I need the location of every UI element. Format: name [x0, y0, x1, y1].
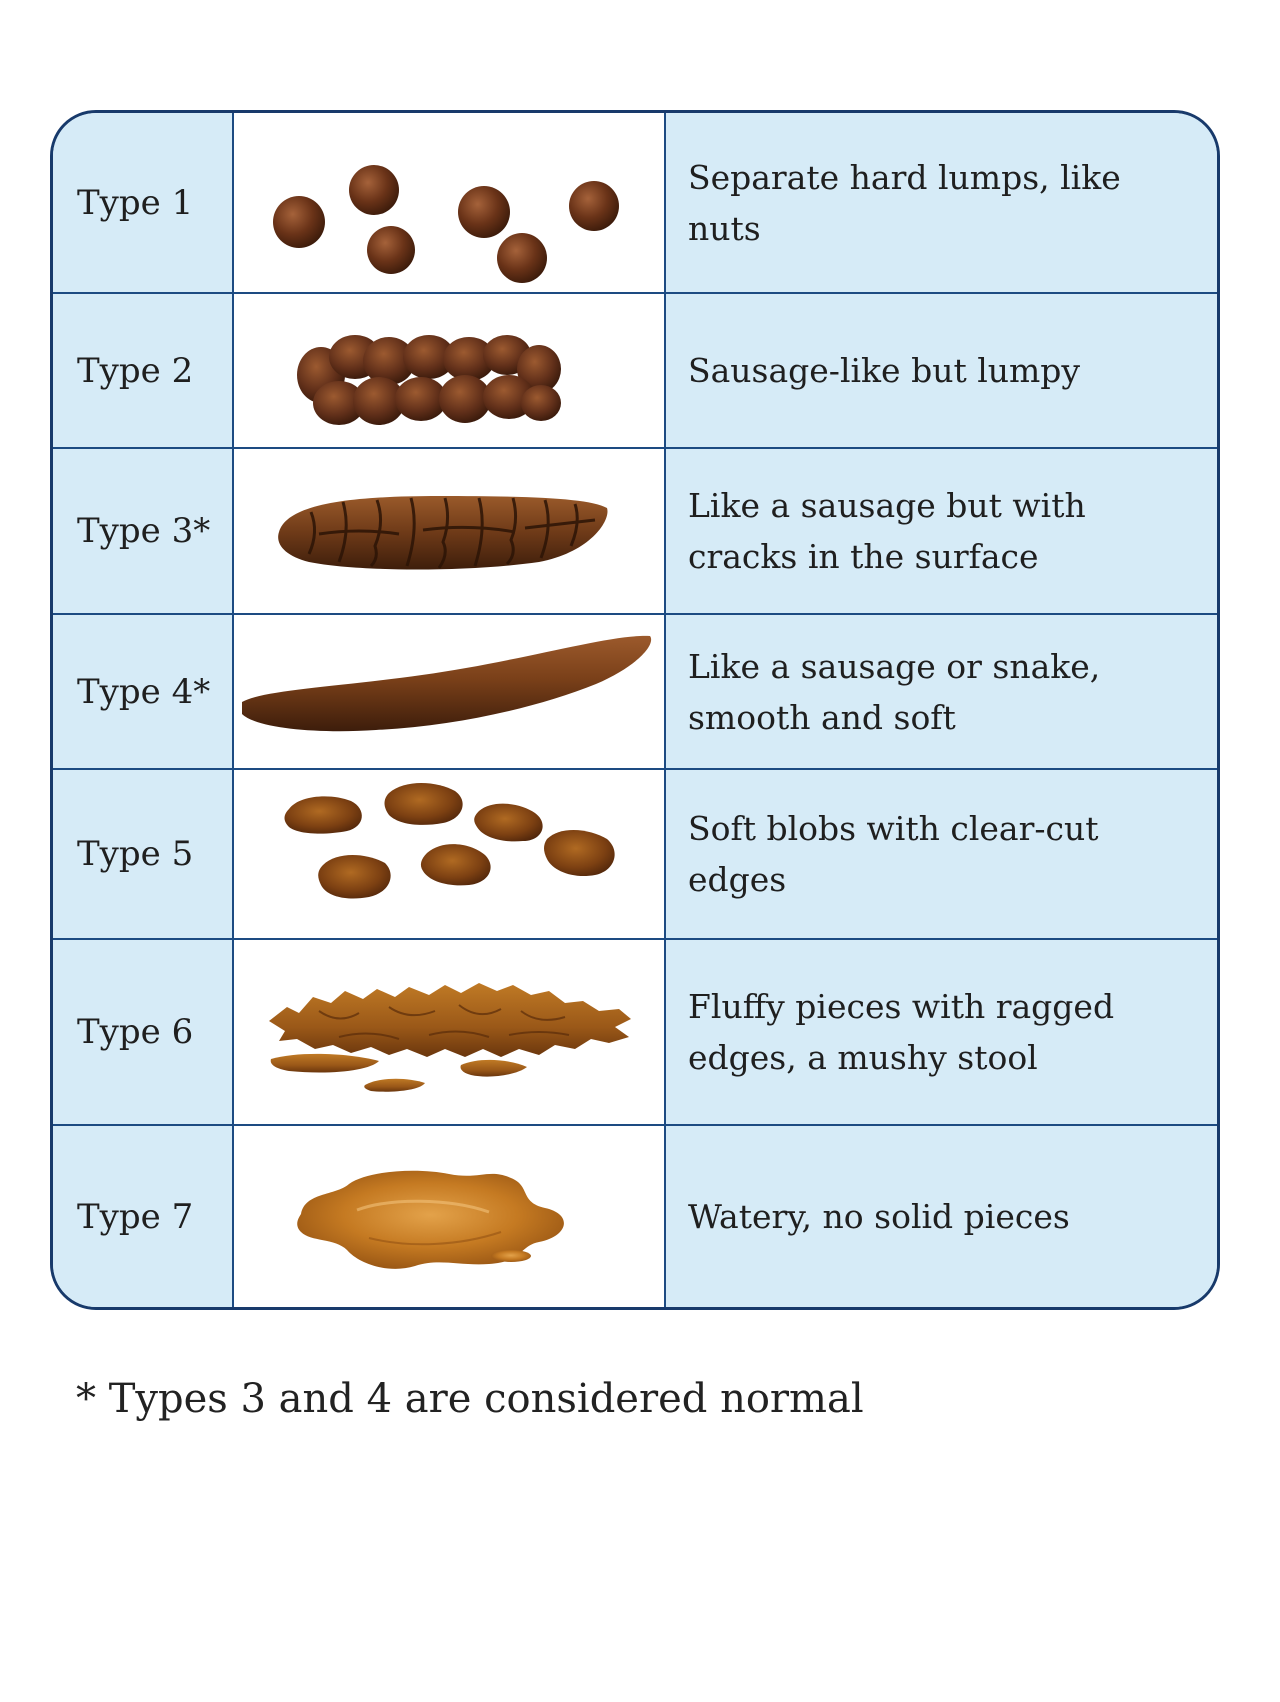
fluffy-pieces-icon	[233, 939, 665, 1125]
table-row	[53, 113, 1217, 293]
type-label: Type 5	[53, 769, 233, 939]
table-row	[53, 293, 1217, 448]
smooth-sausage-icon	[233, 614, 665, 769]
table-row	[53, 1125, 1217, 1307]
footnote: * Types 3 and 4 are considered normal	[76, 1376, 864, 1422]
type-label: Type 4*	[53, 614, 233, 769]
hard-lumps-icon	[233, 113, 665, 293]
cracked-sausage-icon	[233, 448, 665, 614]
type-description: Watery, no solid pieces	[665, 1125, 1217, 1307]
type-label: Type 1	[53, 113, 233, 293]
stool-chart	[50, 110, 1220, 1310]
stool-table	[53, 113, 1217, 1307]
type-description: Like a sausage but with cracks in the surface	[665, 448, 1217, 614]
type-description: Sausage-like but lumpy	[665, 293, 1217, 448]
watery-puddle-icon	[233, 1125, 665, 1307]
table-row	[53, 448, 1217, 614]
table-row	[53, 939, 1217, 1125]
soft-blobs-icon	[233, 769, 665, 939]
table-row	[53, 769, 1217, 939]
type-description: Soft blobs with clear-cut edges	[665, 769, 1217, 939]
type-description: Fluffy pieces with ragged edges, a mushy stool	[665, 939, 1217, 1125]
type-label: Type 6	[53, 939, 233, 1125]
type-label: Type 2	[53, 293, 233, 448]
type-label: Type 7	[53, 1125, 233, 1307]
type-description: Separate hard lumps, like nuts	[665, 113, 1217, 293]
lumpy-sausage-icon	[233, 293, 665, 448]
type-description: Like a sausage or snake, smooth and soft	[665, 614, 1217, 769]
table-row	[53, 614, 1217, 769]
type-label: Type 3*	[53, 448, 233, 614]
